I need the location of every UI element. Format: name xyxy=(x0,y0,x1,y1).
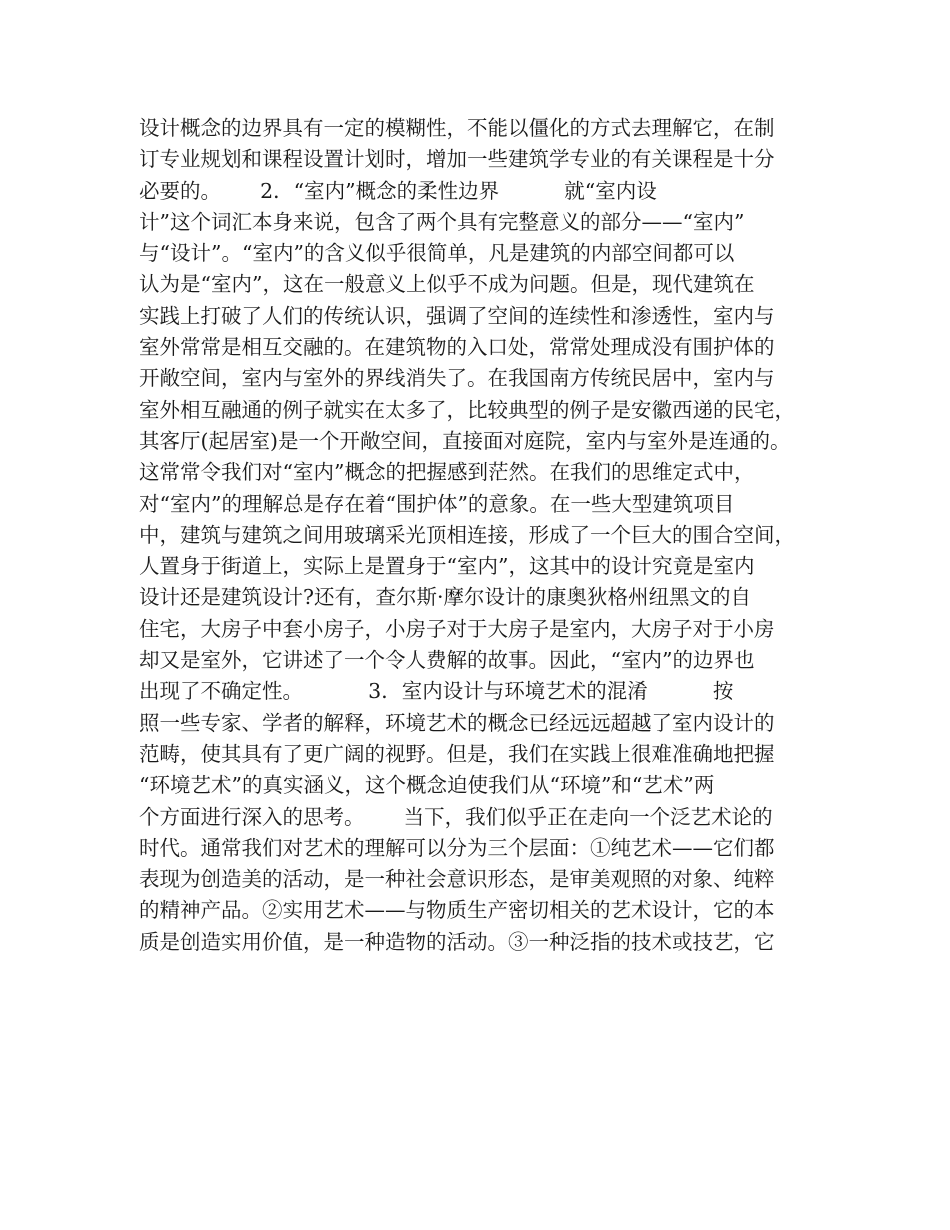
text-line: 与“设计”。“室内”的含义似乎很简单，凡是建筑的内部空间都可以 xyxy=(139,241,735,266)
text-line: 这常常令我们对“室内”概念的把握感到茫然。在我们的思维定式中， xyxy=(139,460,755,485)
text-line: 设计概念的边界具有一定的模糊性，不能以僵化的方式去理解它，在制 xyxy=(139,116,775,140)
text-line: 表现为创造美的活动，是一种社会意识形态，是审美观照的对象、纯粹 xyxy=(139,867,775,892)
text-line: 时代。通常我们对艺术的理解可以分为三个层面：①纯艺术——它们都 xyxy=(139,835,775,860)
text-line: “环境艺术”的真实涵义，这个概念迫使我们从“环境”和“艺术”两 xyxy=(139,773,715,798)
text-line: 却又是室外，它讲述了一个令人费解的故事。因此，“室内”的边界也 xyxy=(139,648,755,673)
text-line: 必要的。 2．“室内”概念的柔性边界 就“室内设 xyxy=(139,178,657,203)
text-line: 室外常常是相互交融的。在建筑物的入口处，常常处理成没有围护体的 xyxy=(139,335,775,360)
text-line: 质是创造实用价值，是一种造物的活动。③一种泛指的技术或技艺，它 xyxy=(139,929,775,954)
text-line: 中，建筑与建筑之间用玻璃采光顶相连接，形成了一个巨大的围合空间， xyxy=(139,522,795,547)
text-line: 的精神产品。②实用艺术——与物质生产密切相关的艺术设计，它的本 xyxy=(139,898,775,923)
text-line: 范畴，使其具有了更广阔的视野。但是，我们在实践上很难准确地把握 xyxy=(139,741,775,766)
text-line: 设计还是建筑设计?还有，查尔斯·摩尔设计的康奥狄格州纽黑文的自 xyxy=(139,585,752,610)
text-line: 订专业规划和课程设置计划时，增加一些建筑学专业的有关课程是十分 xyxy=(139,147,775,172)
text-line: 对“室内”的理解总是存在着“围护体”的意象。在一些大型建筑项目 xyxy=(139,491,735,516)
text-line: 出现了不确定性。 3．室内设计与环境艺术的混淆 按 xyxy=(139,679,734,704)
text-line: 室外相互融通的例子就实在太多了，比较典型的例子是安徽西递的民宅， xyxy=(139,397,795,422)
text-line: 住宅，大房子中套小房子，小房子对于大房子是室内，大房子对于小房 xyxy=(139,616,775,641)
body-text xyxy=(139,113,819,958)
text-line: 其客厅(起居室)是一个开敞空间，直接面对庭院，室内与室外是连通的。 xyxy=(139,428,791,453)
text-line: 开敞空间，室内与室外的界线消失了。在我国南方传统民居中，室内与 xyxy=(139,366,775,391)
text-line: 个方面进行深入的思考。 当下，我们似乎正在走向一个泛艺术论的 xyxy=(139,804,773,829)
text-line: 人置身于街道上，实际上是置身于“室内”，这其中的设计究竟是室内 xyxy=(139,554,755,579)
text-line: 照一些专家、学者的解释，环境艺术的概念已经远远超越了室内设计的 xyxy=(139,710,775,735)
text-line: 实践上打破了人们的传统认识，强调了空间的连续性和渗透性，室内与 xyxy=(139,303,775,328)
text-line: 认为是“室内”，这在一般意义上似乎不成为问题。但是，现代建筑在 xyxy=(139,272,755,297)
text-line: 计”这个词汇本身来说，包含了两个具有完整意义的部分——“室内” xyxy=(139,209,745,234)
